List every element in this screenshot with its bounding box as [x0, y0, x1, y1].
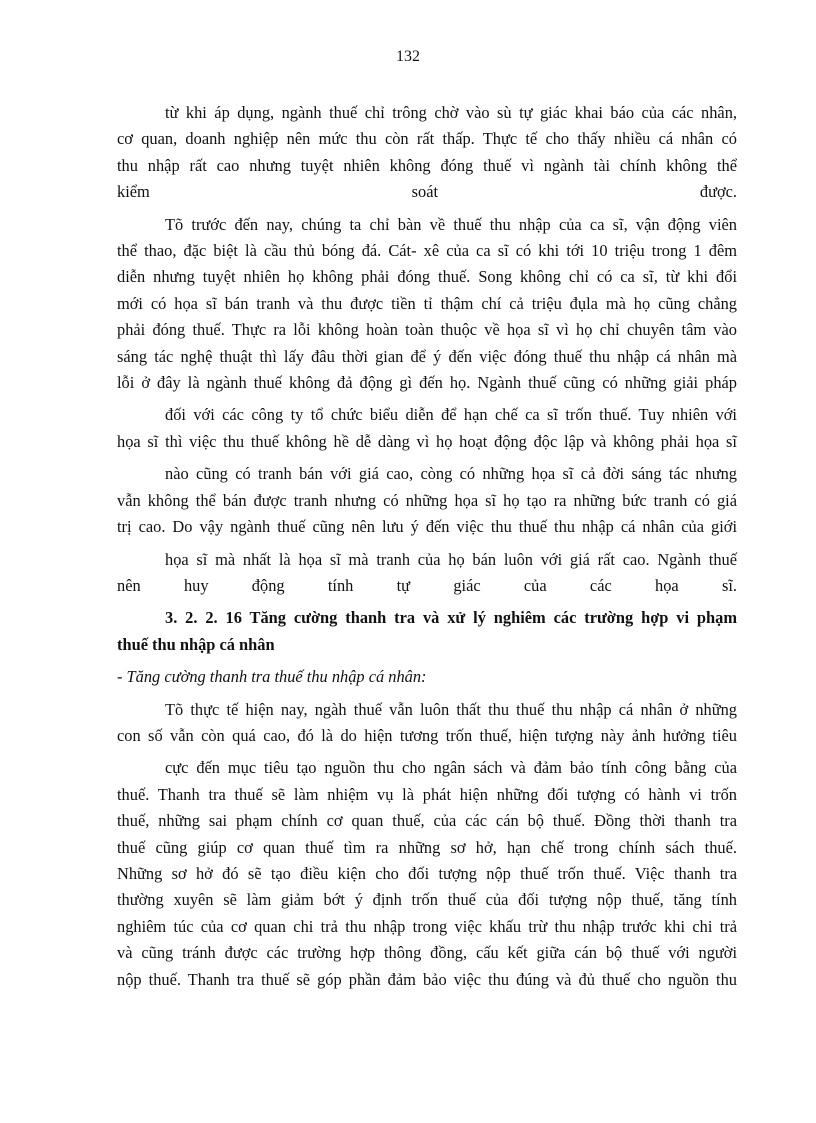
text-line: Tõ thực tế hiện nay, ngàh thuế vẫn luôn thất thu thuế thu nhập cá nhân ở những — [165, 699, 737, 719]
text-line: vẫn không thể bán được tranh nhưng có những họa sĩ họ tạo ra những bức tranh có giá — [117, 490, 737, 510]
document-body — [117, 100, 737, 993]
text-line: lỗi ở đây là ngành thuế không đả động gì đến họ. Ngành thuế cũng có những giải pháp — [117, 373, 737, 393]
text-line: nộp thuế. Thanh tra thuế sẽ góp phần đảm bảo việc thu đúng và đủ thuế cho nguồn thu — [117, 969, 737, 989]
text-line: Những sơ hở đó sẽ tạo điều kiện cho đối tượng nộp thuế trốn thuế. Việc thanh tra — [117, 863, 737, 883]
text-line: cơ quan, doanh nghiệp nên mức thu còn rất thấp. Thực tế cho thấy nhiều cá nhân có — [117, 129, 737, 149]
text-line: thường xuyên sẽ làm giảm bớt ý định trốn thuế của đối tượng nộp thuế, tăng tính — [117, 890, 737, 910]
section-heading: 3. 2. 2. 16 Tăng cường thanh tra và xử lý nghiêm các trường hợp vi phạm — [165, 608, 737, 628]
text-line: và cũng tránh được các trường hợp thông đồng, cấu kết giữa cán bộ thuế với người — [117, 943, 737, 963]
text-line: thu nhập rất cao nhưng tuyệt nhiên không đóng thuế vì ngành tài chính không thể — [117, 155, 737, 175]
text-line: thuế, những sai phạm chính cơ quan thuế, của các cán bộ thuế. Đồng thời thanh tra — [117, 811, 737, 831]
section-heading-continued: thuế thu nhập cá nhân — [117, 634, 275, 654]
text-line: trị cao. Do vậy ngành thuế cũng nên lưu ý đến việc thu thuế thu nhập cá nhân của giới — [117, 517, 737, 537]
text-line: thể thao, đặc biệt là cầu thủ bóng đá. Cát- xê của ca sĩ có khi tới 10 triệu trong 1 đêm — [117, 241, 737, 261]
text-line: họa sĩ mà nhất là họa sĩ mà tranh của họ bán luôn với giá rất cao. Ngành thuế — [165, 549, 737, 569]
text-line: nghiêm túc của cơ quan chi trả thu nhập trong việc khấu trừ thu nhập trước khi chi trả — [117, 916, 737, 936]
text-line: mới có họa sĩ bán tranh và thu được tiền tỉ thậm chí cả triệu đụla mà họ cũng chẳng — [117, 293, 737, 313]
text-line: họa sĩ thì việc thu thuế không hề dễ dàng vì họ hoạt động độc lập và không phải họa sĩ — [117, 431, 737, 451]
subsection-title: - Tăng cường thanh tra thuế thu nhập cá nhân: — [117, 667, 427, 687]
text-line: sáng tác nghệ thuật thì lấy đâu thời gian để ý đến việc đóng thuế thu nhập cá nhân mà — [117, 346, 737, 366]
text-line: nào cũng có tranh bán với giá cao, còng có những họa sĩ cả đời sáng tác nhưng — [165, 464, 737, 484]
text-line: con số vẫn còn quá cao, đó là do hiện tương trốn thuế, hiện tượng này ảnh hưởng tiêu — [117, 725, 737, 745]
text-line: thuế. Thanh tra thuế sẽ làm nhiệm vụ là phát hiện những đối tượng có hành vi trốn — [117, 784, 737, 804]
text-line: đối với các công ty tổ chức biểu diễn để hạn chế ca sĩ trốn thuế. Tuy nhiên với — [165, 405, 737, 425]
text-line: thuế cũng giúp cơ quan thuế tìm ra những sơ hở, hạn chế trong chính sách thuế. — [117, 837, 737, 857]
text-line: nên huy động tính tự giác của các họa sĩ. — [117, 575, 737, 595]
text-line: phải đóng thuế. Thực ra lỗi không hoàn toàn thuộc về họa sĩ vì họ chỉ chuyên tâm vào — [117, 320, 737, 340]
text-line: từ khi áp dụng, ngành thuế chỉ trông chờ vào sù tự giác khai báo của các nhân, — [165, 103, 737, 122]
text-line: cực đến mục tiêu tạo nguồn thu cho ngân sách và đảm bảo tính công bằng của — [165, 758, 737, 778]
text-line: diễn nhưng tuyệt nhiên họ không phải đóng thuế. Song không chỉ có ca sĩ, từ khi đổi — [117, 267, 737, 287]
page-number: 132 — [396, 48, 420, 65]
text-line: kiểm soát được. — [117, 182, 737, 202]
text-line: Tõ trước đến nay, chúng ta chỉ bàn về thuế thu nhập của ca sĩ, vận động viên — [165, 214, 737, 234]
